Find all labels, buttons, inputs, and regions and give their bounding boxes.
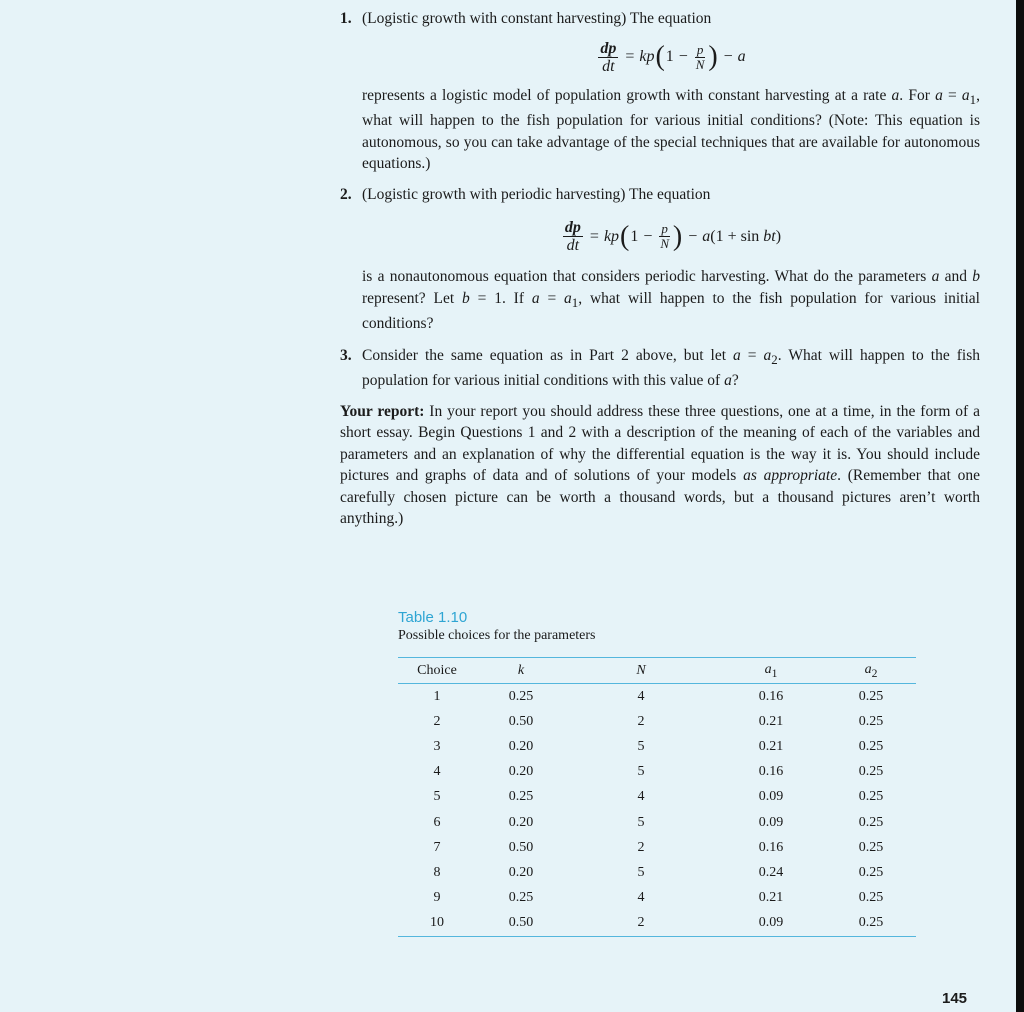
table-row xyxy=(398,785,916,810)
problem-number: 1. xyxy=(340,10,352,27)
sin-term: (1 + sin xyxy=(710,227,764,245)
numerator: dp xyxy=(600,39,617,57)
cell-choice: 2 xyxy=(433,713,441,729)
cell-a1: 0.21 xyxy=(758,738,784,754)
cell-a1: 0.24 xyxy=(758,864,784,880)
cell-choice: 9 xyxy=(433,890,441,906)
table-row xyxy=(398,734,916,759)
cell-choice: 10 xyxy=(430,915,444,931)
table-row xyxy=(398,835,916,860)
variable: b xyxy=(972,268,980,286)
cell-a1: 0.16 xyxy=(758,688,784,704)
table-row xyxy=(398,911,916,937)
text: Consider the same equation as in Part 2 above, but let xyxy=(362,346,734,364)
cell-choice: 3 xyxy=(433,738,441,754)
cell-a2: 0.25 xyxy=(858,915,884,931)
cell-a1: 0.16 xyxy=(758,839,784,855)
cell-a2: 0.25 xyxy=(858,839,884,855)
cell-n: 2 xyxy=(637,713,645,729)
header-a1-text: a xyxy=(764,661,772,677)
problem-body xyxy=(362,345,980,392)
derivative-fraction xyxy=(598,40,618,75)
problem-title xyxy=(362,8,980,30)
cell-choice: 1 xyxy=(433,688,441,704)
cell-k: 0.20 xyxy=(508,814,534,830)
subscript: 2 xyxy=(771,351,778,367)
header-k xyxy=(476,658,566,684)
text: In your report you should address these three questions, one at a time, in the form of a short essay. Begin Questions 1 and 2 with a description of the meaning of each of the variables and parameters and an explanation of why the differential equation is the way it is. You should include pictures and graphs of data and of solutions of your models xyxy=(340,402,981,485)
right-paren: ) xyxy=(708,41,718,72)
text: ? xyxy=(731,372,739,390)
problem-title-text: (Logistic growth with constant harvesting) The equation xyxy=(362,10,712,27)
equals-sign: = xyxy=(589,227,599,245)
close-paren: ) xyxy=(775,227,782,245)
text: = xyxy=(942,86,962,104)
document-content xyxy=(340,8,980,530)
cell-a2: 0.25 xyxy=(858,789,884,805)
table-title: Table 1.10 xyxy=(398,609,468,626)
numerator: p xyxy=(696,41,704,57)
header-k-text: k xyxy=(517,662,525,678)
table-row xyxy=(398,709,916,734)
table-header-row xyxy=(398,658,916,684)
variable: a xyxy=(891,86,900,104)
problem-number: 2. xyxy=(340,185,352,203)
a-term: a xyxy=(737,48,746,66)
variable: a xyxy=(733,346,741,364)
text: . What will happen to the fish population for various initial conditions with this value of xyxy=(362,346,980,390)
derivative-fraction xyxy=(563,219,583,254)
variable: a xyxy=(931,268,940,286)
cell-k: 0.25 xyxy=(508,688,534,704)
cell-choice: 8 xyxy=(433,864,441,880)
text: . (Remember that one carefully chosen picture can be worth a thousand words, but a thousand pictures aren’t worth anything.) xyxy=(340,467,980,528)
variable: a xyxy=(564,289,572,307)
cell-n: 4 xyxy=(637,789,645,805)
equals-sign: = xyxy=(625,48,635,66)
subscript: 1 xyxy=(969,91,977,107)
cell-choice: 5 xyxy=(433,789,441,805)
variable: a xyxy=(763,346,772,364)
parameter-table xyxy=(398,657,916,937)
problem-3 xyxy=(340,345,980,392)
cell-n: 4 xyxy=(637,688,645,704)
denominator: dt xyxy=(566,237,580,255)
cell-a2: 0.25 xyxy=(858,864,884,880)
table-row xyxy=(398,760,916,785)
problem-2 xyxy=(340,184,980,335)
cell-a2: 0.25 xyxy=(858,738,884,754)
minus-sign: − xyxy=(643,227,653,245)
cell-n: 2 xyxy=(637,915,645,931)
a-term: a xyxy=(702,227,711,245)
cell-choice: 7 xyxy=(433,839,441,855)
variable: a xyxy=(935,86,943,104)
emphasis: as appropriate xyxy=(743,467,838,485)
text: represents a logistic model of population growth with constant harvesting at a rate xyxy=(362,86,892,104)
cell-k: 0.25 xyxy=(508,789,534,805)
text: is a nonautonomous equation that considers periodic harvesting. What do the parameters xyxy=(362,268,932,286)
text: = xyxy=(539,289,565,307)
cell-k: 0.50 xyxy=(508,713,534,729)
cell-a1: 0.16 xyxy=(758,764,784,780)
numerator: p xyxy=(661,221,668,237)
cell-k: 0.25 xyxy=(508,890,534,906)
cell-n: 5 xyxy=(637,814,645,830)
kp-term: kp xyxy=(639,48,655,66)
cell-a1: 0.09 xyxy=(758,915,784,931)
text: = xyxy=(740,346,764,364)
problem-1 xyxy=(340,8,980,175)
table-row xyxy=(398,886,916,911)
header-n xyxy=(566,658,716,684)
subscript: 2 xyxy=(871,666,878,680)
cell-a2: 0.25 xyxy=(858,688,884,704)
header-a1 xyxy=(716,658,826,684)
text: , what will happen to the fish population for various initial conditions? (Note: This equation is autonomous, so you can take advantage of the special techniques that are available for autonomous equations.) xyxy=(362,86,980,173)
cell-n: 2 xyxy=(637,839,645,855)
cell-a1: 0.09 xyxy=(758,789,784,805)
problem-title-text: (Logistic growth with periodic harvesting) The equation xyxy=(362,185,711,203)
one-term: 1 xyxy=(630,227,639,245)
header-choice: Choice xyxy=(398,658,476,684)
cell-a1: 0.21 xyxy=(758,713,784,729)
report-paragraph xyxy=(340,401,980,530)
cell-k: 0.20 xyxy=(508,764,534,780)
bt-term: bt xyxy=(763,227,776,245)
report-label: Your report: xyxy=(340,402,425,420)
cell-k: 0.50 xyxy=(508,839,534,855)
cell-n: 5 xyxy=(637,738,645,754)
one-term: 1 xyxy=(665,48,674,66)
p-over-n-fraction xyxy=(659,222,670,251)
subscript: 1 xyxy=(571,294,579,310)
cell-k: 0.50 xyxy=(508,915,534,931)
cell-n: 5 xyxy=(637,764,645,780)
table-row xyxy=(398,860,916,885)
denominator: N xyxy=(695,56,705,72)
table-row xyxy=(398,684,916,710)
right-paren: ) xyxy=(672,220,683,252)
minus-sign: − xyxy=(688,227,698,245)
subscript: 1 xyxy=(771,666,778,680)
problem-body xyxy=(362,85,980,175)
text: = 1. If xyxy=(469,289,532,307)
header-a2 xyxy=(826,658,916,684)
cell-a1: 0.21 xyxy=(758,890,784,906)
header-n-text: N xyxy=(636,662,646,678)
cell-a2: 0.25 xyxy=(858,890,884,906)
variable: a xyxy=(531,289,540,307)
cell-choice: 4 xyxy=(433,764,441,780)
table-body xyxy=(398,684,916,937)
cell-a2: 0.25 xyxy=(858,814,884,830)
p-over-n-fraction xyxy=(695,43,706,72)
page-number: 145 xyxy=(942,990,968,1007)
kp-term: kp xyxy=(603,227,620,245)
variable: a xyxy=(961,86,970,104)
cell-k: 0.20 xyxy=(508,738,534,754)
text: . For xyxy=(899,86,936,104)
text: represent? Let xyxy=(362,289,463,307)
text: , what will happen to the fish population for various initial conditions? xyxy=(362,289,980,333)
text: and xyxy=(939,268,973,286)
variable: a xyxy=(724,372,732,390)
cell-n: 5 xyxy=(637,864,645,880)
table-caption: Possible choices for the parameters xyxy=(398,628,596,643)
cell-k: 0.20 xyxy=(508,864,534,880)
equation-2 xyxy=(362,219,980,254)
numerator: dp xyxy=(564,219,581,237)
left-paren: ( xyxy=(655,41,665,72)
cell-n: 4 xyxy=(637,890,645,906)
cell-a1: 0.09 xyxy=(758,814,784,830)
minus-sign: − xyxy=(678,48,688,66)
cell-choice: 6 xyxy=(433,814,441,830)
page-edge xyxy=(1016,0,1024,1012)
left-paren: ( xyxy=(620,220,630,252)
variable: b xyxy=(462,289,470,307)
equation-1 xyxy=(362,40,980,75)
problem-title xyxy=(362,184,980,206)
problem-number: 3. xyxy=(340,346,352,364)
cell-a2: 0.25 xyxy=(858,713,884,729)
problem-body xyxy=(362,266,980,335)
denominator: dt xyxy=(602,57,615,75)
table-row xyxy=(398,810,916,835)
cell-a2: 0.25 xyxy=(858,764,884,780)
parameter-table-block xyxy=(398,609,918,937)
header-a2-text: a xyxy=(864,661,872,677)
denominator: N xyxy=(660,236,669,252)
minus-sign: − xyxy=(723,48,733,66)
